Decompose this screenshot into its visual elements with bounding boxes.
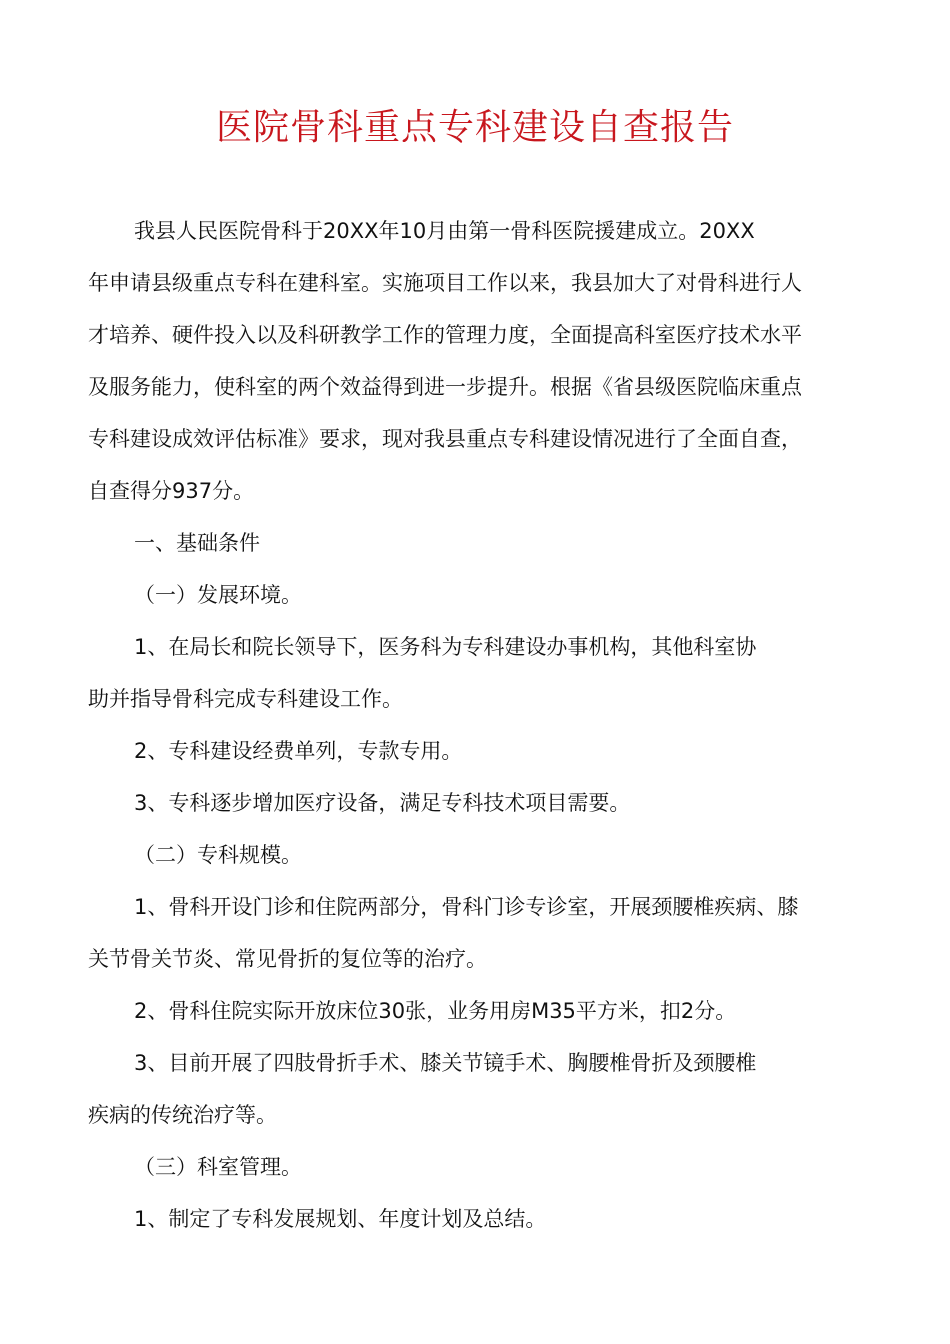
list-item: 2、骨科住院实际开放床位30张，业务用房M35平方米，扣2分。: [134, 999, 737, 1023]
document-title: 医院骨科重点专科建设自查报告: [215, 107, 734, 148]
list-item: 3、专科逐步增加医疗设备，满足专科技术项目需要。: [134, 791, 631, 815]
list-item: 1、在局长和院长领导下，医务科为专科建设办事机构，其他科室协: [134, 635, 757, 659]
list-item-continuation: 助并指导骨科完成专科建设工作。: [88, 687, 403, 711]
paragraph-line: 年申请县级重点专科在建科室。实施项目工作以来，我县加大了对骨科进行人: [88, 271, 802, 295]
list-item: 1、制定了专科发展规划、年度计划及总结。: [134, 1207, 547, 1231]
paragraph-line: 专科建设成效评估标准》要求，现对我县重点专科建设情况进行了全面自查，: [88, 427, 802, 451]
paragraph-line: 才培养、硬件投入以及科研教学工作的管理力度，全面提高科室医疗技术水平: [88, 323, 802, 347]
subsection-heading: （二）专科规模。: [134, 843, 302, 867]
subsection-heading: （三）科室管理。: [134, 1155, 302, 1179]
paragraph-line: 我县人民医院骨科于20XX年10月由第一骨科医院援建成立。20XX: [134, 219, 755, 243]
section-heading: 一、基础条件: [134, 531, 260, 555]
list-item: 2、专科建设经费单列，专款专用。: [134, 739, 463, 763]
list-item-continuation: 关节骨关节炎、常见骨折的复位等的治疗。: [88, 947, 487, 971]
paragraph-line: 自查得分937分。: [88, 479, 255, 503]
list-item: 1、骨科开设门诊和住院两部分，骨科门诊专诊室，开展颈腰椎疾病、膝: [134, 895, 799, 919]
list-item: 3、目前开展了四肢骨折手术、膝关节镜手术、胸腰椎骨折及颈腰椎: [134, 1051, 757, 1075]
paragraph-line: 及服务能力，使科室的两个效益得到进一步提升。根据《省县级医院临床重点: [88, 375, 802, 399]
list-item-continuation: 疾病的传统治疗等。: [88, 1103, 277, 1127]
subsection-heading: （一）发展环境。: [134, 583, 302, 607]
